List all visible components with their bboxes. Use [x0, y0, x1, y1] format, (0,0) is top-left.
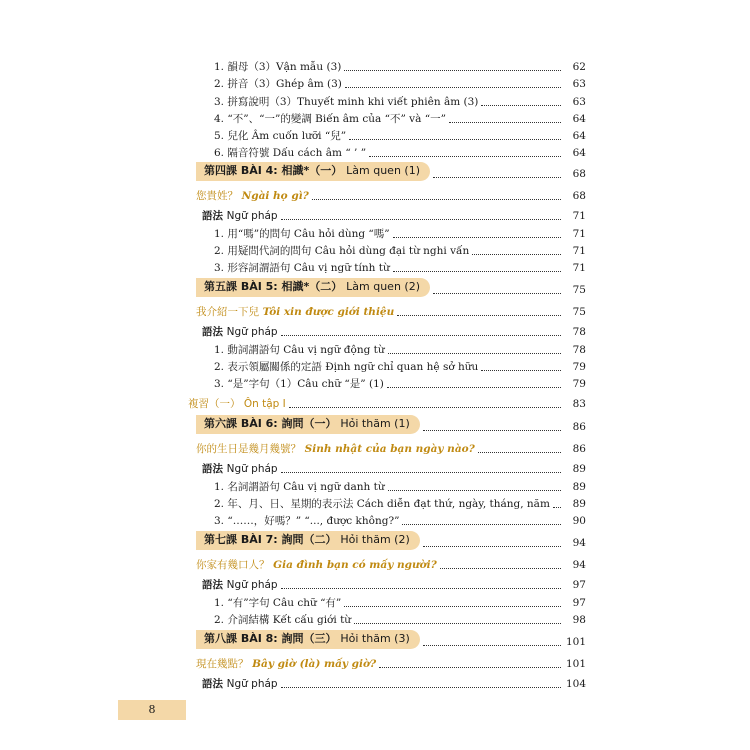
page-number: 79 — [572, 378, 586, 390]
lesson-heading — [0, 530, 750, 550]
entry-label: 3. 拼寫說明（3）Thuyết minh khi viết phiên âm (3) — [214, 96, 479, 108]
dot-leader — [440, 567, 561, 569]
page-number: 83 — [572, 398, 586, 410]
page-number: 101 — [565, 636, 586, 648]
dot-leader — [423, 429, 561, 431]
review-heading — [0, 391, 750, 411]
lesson-heading — [0, 277, 750, 297]
page-number: 78 — [572, 326, 586, 338]
dot-leader — [281, 218, 561, 220]
review-vi: Ôn tập I — [243, 398, 286, 410]
entry-label: 5. 兒化 Âm cuốn lưỡi “兒” — [214, 130, 347, 142]
lesson-title: 第六課 BÀI 6: 詢問（一） — [204, 417, 337, 430]
grammar-heading — [0, 572, 750, 592]
page-number: 97 — [572, 597, 586, 609]
entry-label: 1. 韻母（3）Vận mẫu (3) — [214, 61, 342, 73]
page-number: 86 — [572, 443, 586, 455]
dot-leader — [433, 292, 561, 294]
dot-leader — [433, 176, 561, 178]
page-number: 94 — [572, 559, 586, 571]
grammar-vi: Ngữ pháp — [226, 326, 278, 338]
toc-entry — [0, 371, 750, 391]
grammar-cn: 語法 — [202, 678, 223, 690]
lesson-title-vi: Hỏi thăm (1) — [340, 417, 410, 430]
subtitle-vi: Gia đình bạn có mấy người? — [273, 559, 437, 571]
lesson-heading — [0, 629, 750, 649]
lesson-title-vi: Làm quen (2) — [346, 280, 420, 293]
page-number: 62 — [572, 61, 586, 73]
page-number: 90 — [572, 515, 586, 527]
dot-leader — [369, 155, 561, 157]
subtitle-cn: 您貴姓？ — [196, 190, 238, 202]
grammar-cn: 語法 — [202, 463, 223, 475]
lesson-heading — [0, 414, 750, 434]
page-number: 86 — [572, 421, 586, 433]
lesson-title-vi: Hỏi thăm (3) — [340, 632, 410, 645]
page-number: 64 — [572, 130, 586, 142]
lesson-subtitle — [0, 299, 750, 319]
lesson-tag — [196, 162, 430, 181]
entry-label: 4. “不”、“一”的變調 Biến âm của “不” và “一” — [214, 113, 446, 125]
grammar-cn: 語法 — [202, 579, 223, 591]
entry-label: 2. 介詞結構 Kết cấu giới từ — [214, 614, 352, 626]
lesson-title: 第五課 BÀI 5: 相識*（二） — [204, 280, 343, 293]
page-number: 71 — [572, 262, 586, 274]
dot-leader — [387, 386, 561, 388]
toc-entry — [0, 508, 750, 528]
page-number: 78 — [572, 344, 586, 356]
dot-leader — [281, 334, 561, 336]
entry-label: 1. 動詞謂語句 Câu vị ngữ động từ — [214, 344, 385, 356]
dot-leader — [423, 545, 561, 547]
lesson-title-vi: Làm quen (1) — [346, 164, 420, 177]
entry-label: 2. 拼音（3）Ghép âm (3) — [214, 78, 342, 90]
review-cn: 複習（一） — [188, 398, 241, 410]
page-number: 63 — [572, 96, 586, 108]
toc-entry — [0, 607, 750, 627]
grammar-heading — [0, 319, 750, 339]
lesson-tag — [196, 630, 420, 649]
page-number: 101 — [565, 658, 586, 670]
subtitle-vi: Sinh nhật của bạn ngày nào? — [304, 443, 475, 455]
footer-page-number: 8 — [118, 700, 186, 720]
entry-label: 2. 表示領屬關係的定語 Định ngữ chỉ quan hệ sở hữu — [214, 361, 479, 373]
entry-label: 2. 年、月、日、星期的表示法 Cách diễn đạt thứ, ngày, tháng, năm — [214, 498, 550, 510]
page-number: 63 — [572, 78, 586, 90]
dot-leader — [393, 270, 561, 272]
dot-leader — [478, 451, 561, 453]
entry-label: 3. “是”字句（1）Câu chữ “是” (1) — [214, 378, 384, 390]
page-number: 89 — [572, 481, 586, 493]
page-number: 94 — [572, 537, 586, 549]
dot-leader — [289, 406, 561, 408]
grammar-vi: Ngữ pháp — [226, 463, 278, 475]
grammar-cn: 語法 — [202, 326, 223, 338]
grammar-heading — [0, 671, 750, 691]
page-number: 64 — [572, 147, 586, 159]
lesson-title: 第七課 BÀI 7: 詢問（二） — [204, 533, 337, 546]
page-number: 98 — [572, 614, 586, 626]
dot-leader — [345, 86, 561, 88]
lesson-subtitle — [0, 436, 750, 456]
toc-entry — [0, 255, 750, 275]
lesson-subtitle — [0, 651, 750, 671]
dot-leader — [354, 622, 561, 624]
toc-entry — [0, 140, 750, 160]
grammar-heading — [0, 456, 750, 476]
entry-label: 1. “有”字句 Câu chữ “有” — [214, 597, 342, 609]
dot-leader — [423, 644, 561, 646]
entry-label: 3. “……，好嗎？” “..., được không?” — [214, 515, 400, 527]
entry-label: 6. 隔音符號 Dấu cách âm “ ’ ” — [214, 147, 367, 159]
grammar-cn: 語法 — [202, 210, 223, 222]
page-number: 75 — [572, 306, 586, 318]
dot-leader — [379, 666, 561, 668]
page-number: 64 — [572, 113, 586, 125]
dot-leader — [397, 314, 561, 316]
dot-leader — [402, 523, 561, 525]
grammar-vi: Ngữ pháp — [226, 678, 278, 690]
page-number: 79 — [572, 361, 586, 373]
lesson-tag — [196, 531, 420, 550]
page-number: 68 — [572, 168, 586, 180]
page-number: 71 — [572, 245, 586, 257]
page-number: 68 — [572, 190, 586, 202]
page-number: 89 — [572, 463, 586, 475]
subtitle-cn: 你家有幾口人？ — [196, 559, 270, 571]
lesson-subtitle — [0, 552, 750, 572]
grammar-heading — [0, 203, 750, 223]
entry-label: 1. 名詞謂語句 Câu vị ngữ danh từ — [214, 481, 385, 493]
page-number: 97 — [572, 579, 586, 591]
entry-label: 3. 形容詞謂語句 Câu vị ngữ tính từ — [214, 262, 390, 274]
page-number: 104 — [565, 678, 586, 690]
dot-leader — [281, 471, 561, 473]
page-number: 75 — [572, 284, 586, 296]
page-number: 89 — [572, 498, 586, 510]
dot-leader — [281, 686, 561, 688]
subtitle-cn: 我介紹一下兒 — [196, 306, 259, 318]
dot-leader — [312, 198, 561, 200]
entry-label: 1. 用“嗎”的問句 Câu hỏi dùng “嗎” — [214, 228, 390, 240]
lesson-title-vi: Hỏi thăm (2) — [340, 533, 410, 546]
toc-entry — [0, 71, 750, 91]
subtitle-vi: Ngài họ gì? — [241, 190, 309, 202]
lesson-title: 第四課 BÀI 4: 相識*（一） — [204, 164, 343, 177]
lesson-tag — [196, 415, 420, 434]
page-number: 71 — [572, 210, 586, 222]
lesson-subtitle — [0, 183, 750, 203]
page-number: 71 — [572, 228, 586, 240]
entry-label: 2. 用疑問代詞的問句 Câu hỏi dùng đại từ nghi vấn — [214, 245, 470, 257]
subtitle-vi: Tôi xin được giới thiệu — [262, 306, 395, 318]
lesson-title: 第八課 BÀI 8: 詢問（三） — [204, 632, 337, 645]
grammar-vi: Ngữ pháp — [226, 579, 278, 591]
lesson-heading — [0, 161, 750, 181]
grammar-vi: Ngữ pháp — [226, 210, 278, 222]
subtitle-cn: 現在幾點？ — [196, 658, 249, 670]
lesson-tag — [196, 278, 430, 297]
subtitle-vi: Bây giờ (là) mấy giờ? — [252, 658, 377, 670]
dot-leader — [281, 587, 561, 589]
subtitle-cn: 你的生日是幾月幾號？ — [196, 443, 301, 455]
